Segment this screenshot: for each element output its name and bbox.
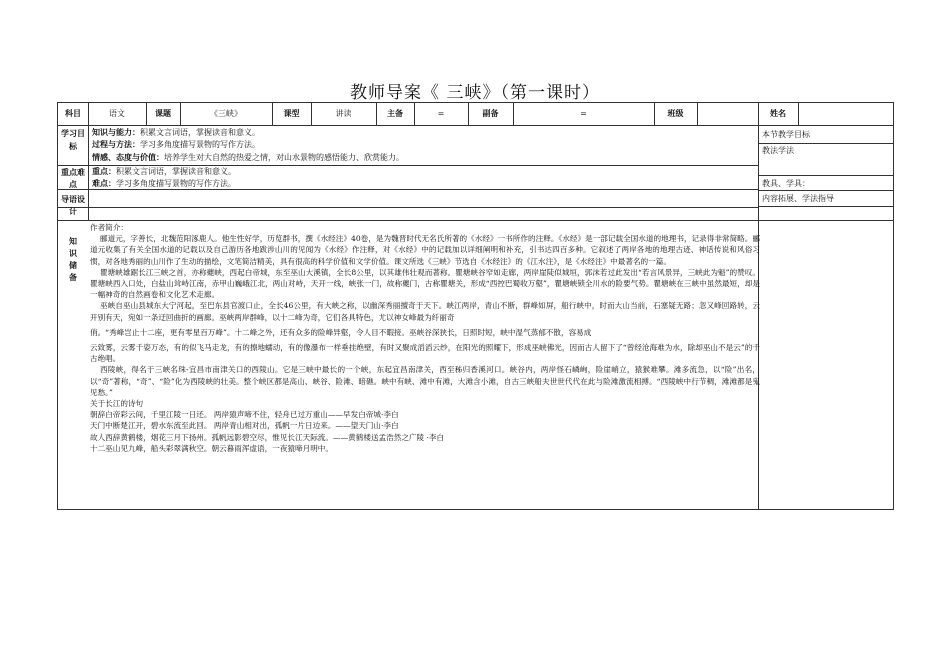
keypoint-row-1: 重点：积累文言词语，掌握读音和意义。 <box>92 166 236 176</box>
content-p9: 朝辞白帝彩云间，千里江陵一日还。 两岸猿声啼不住，轻舟已过万重山——早发白帝城·李白 <box>90 410 399 420</box>
goal-row-3: 情感、态度与价值：培养学生对大自然的热爱之情，对山水景物的感悟能力、欣赏能力。 <box>92 152 404 162</box>
knowledge-label <box>66 235 80 283</box>
assist-value: = <box>580 109 587 118</box>
guide-label: 导语设计 <box>61 194 85 216</box>
side-method-note: 教法学法 <box>762 146 794 155</box>
content-p12: 十二巫山见九峰，船头彩翠满秋空。朝云暮雨浑虚语，一夜猿啼月明中。 <box>90 443 333 453</box>
subject-value: 语文 <box>109 109 125 118</box>
name-label: 姓名 <box>770 108 786 118</box>
knowledge-content <box>90 222 760 454</box>
content-p10: 天门中断楚江开，碧水东流至此回。 两岸青山相对出，孤帆一片日边来。——望天门山·李白 <box>90 421 399 431</box>
content-p2: 郦道元，字善长，北魏范阳涿鹿人。他生性好学，历览群书，撰《水经注》40卷，是为魏晋时代无名氏所著的《水经》一书所作的注释。《水经》是一部记载全国水道的地理书，记录得非常简略。郦道元收集了有关全国水道的记载以及自己游历各地跋涉山川的见闻为《水经》作注释，对《水经》中的记载加以详细阐明和补充，引书达四百多种。它叙述了两岸各地的地理古迹、神话传说和风俗习惯，对各地秀丽的山川作了生动的描绘，文笔简洁精美，具有很高的科学价值和文学价值。课文所选《三峡》节选自《水经注》的《江水注》，是《水经注》中最著名的一篇。 <box>90 234 760 266</box>
subject-label: 科目 <box>65 108 81 118</box>
content-p1: 作者简介： <box>90 223 128 232</box>
content-p3: 瞿塘峡雄踞长江三峡之首，亦称夔峡，西起白帝城，东至巫山大溪镇，全长8公里，以其雄伟壮观而著称。瞿塘峡谷窄如走廊，两岸崖陡似城垣，郭沫若过此发出“若言风景异，三峡此为魁”的赞叹。瞿塘峡西入口处，白盐山耸峙江南，赤甲山巍峨江北，两山对峙，天开一线，峡张一门，故称夔门，古称瞿塘关，形成“西控巴蜀收万壑”，瞿塘峡锁全川水的险要气势。瞿塘峡在三峡中虽然最短，却是一幅神奇的自然画卷和文化艺术走廊。 <box>90 267 760 300</box>
content-p7: 西陵峡，得名于三峡名珠-宜昌市南津关口的西陵山。它是三峡中最长的一个峡，东起宜昌南津关，西至秭归香溪河口。峡谷内，两岸怪石嶙峋，险崖峭立，猿猴难攀。滩多流急，以“险”出名，以“奇”著称，“奇”、“险”化为西陵峡的壮美。整个峡区都是高山、峡谷、险滩、暗礁。峡中有峡、滩中有滩，大滩含小滩，自古三峡船夫世世代代在此与险滩激流相搏。“西陵峡中行节稠，滩滩都是鬼见愁。” <box>90 365 760 397</box>
type-value: 讲读 <box>335 109 352 118</box>
type-label: 课型 <box>283 108 300 118</box>
knowledge-label-text: 知识储备 <box>69 236 77 282</box>
side-extension-note: 内容拓展、学法指导 <box>762 194 834 203</box>
goals-label: 学习目标 <box>61 128 85 151</box>
side-goals-note: 本节教学目标 <box>762 130 810 139</box>
content-p4: 巫峡自巫山县城东大宁河起，至巴东县官渡口止，全长46公里，有大峡之称，以幽深秀丽擅奇于天下。峡江两岸，青山不断，群峰如屏，船行峡中，时而大山当前，石塞疑无路；忽又峰回路转，云开别有天，宛如一条迂回曲折的画廊。巫峡两岸群峰，以十二峰为奇，它们各具特色，尤以神女峰最为纤丽奇 <box>90 301 760 322</box>
content-p8: 关于长江的诗句 <box>90 399 144 409</box>
assist-label: 副备 <box>482 108 499 118</box>
lead-value: = <box>437 109 445 118</box>
topic-value: 《三峡》 <box>210 109 242 118</box>
content-p11: 故人西辞黄鹤楼，烟花三月下扬州。孤帆远影碧空尽，惟见长江天际流。——黄鹤楼送孟浩然之广陵 ·李白 <box>90 432 445 442</box>
content-p5: 俏。“秀峰岂止十二座，更有零星百万峰”。十二峰之外，还有众多的险峰异壑，令人目不暇接。巫峡谷深狭长，日照时短，峡中湿气蒸郁不散，容易成 <box>90 327 592 337</box>
topic-label: 课题 <box>155 108 171 118</box>
goal-row-1: 知识与能力：积累文言词语，掌握读音和意义。 <box>92 127 260 137</box>
page-title: 教师导案《 三峡》（第一课时） <box>350 83 600 103</box>
goal-row-2: 过程与方法：学习多角度描写景物的写作方法。 <box>92 139 260 149</box>
keypoints-label: 重点难点 <box>61 167 85 189</box>
class-label: 班级 <box>667 108 684 118</box>
side-tools-note: 教具、学具： <box>762 179 810 188</box>
keypoint-row-2: 难点：学习多角度描写景物的写作方法。 <box>92 178 236 188</box>
content-p6: 云致雾，云雾千姿万态，有的似飞马走龙，有的擦地蠕动，有的像瀑布一样垂挂绝壁，有时又聚成滔滔云纱，在阳光的照耀下，形成巫峡佛光，因而古人留下了“曾经沧海难为水，除却巫山不是云”的千古绝唱。 <box>90 343 760 364</box>
lead-label: 主备 <box>387 108 403 118</box>
